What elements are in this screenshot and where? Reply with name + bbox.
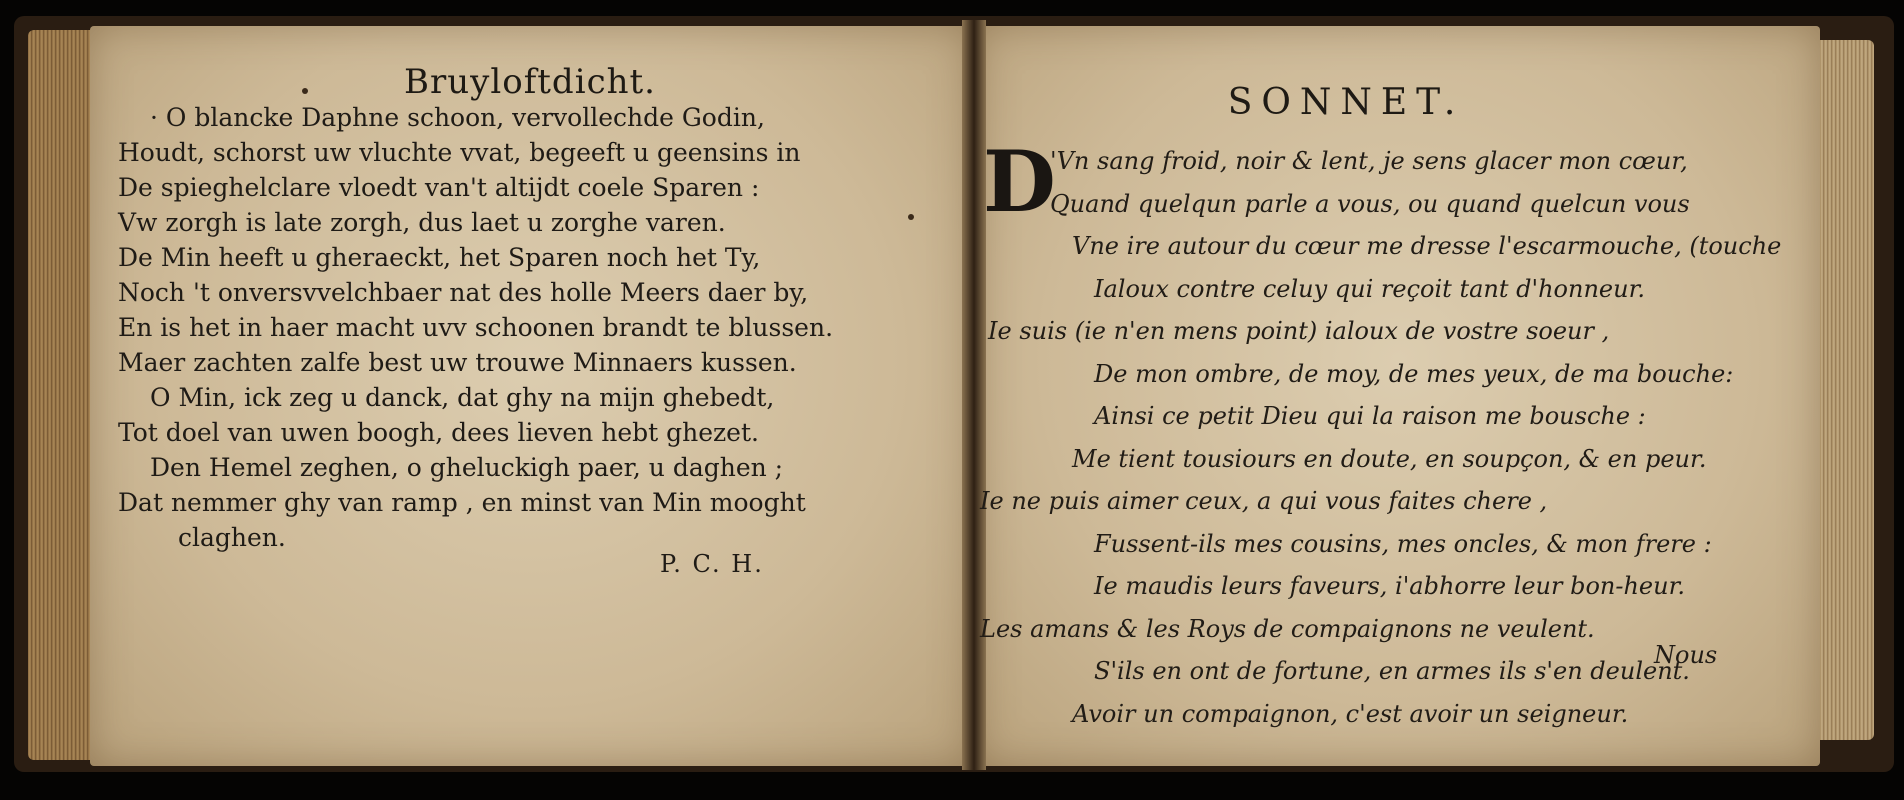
poem-signature: P. C. H.: [660, 550, 764, 578]
poem-line: De spieghelclare vloedt van't altijdt coele Sparen :: [118, 173, 760, 202]
page-edges-left: [28, 30, 98, 760]
poem-line: Maer zachten zalfe best uw trouwe Minnaers kussen.: [118, 348, 797, 377]
poem-line: Noch 't onversvvelchbaer nat des holle Meers daer by,: [118, 278, 809, 307]
sonnet-line: 'Vn sang froid, noir & lent, je sens glacer mon cœur,: [1050, 147, 1688, 175]
left-page-title: Bruyloftdicht.: [404, 62, 656, 102]
sonnet-line: Me tient tousiours en doute, en soupçon, & en peur.: [1072, 444, 1707, 473]
poem-line: O Min, ick zeg u danck, dat ghy na mijn ghebedt,: [150, 383, 775, 412]
sonnet-line: De mon ombre, de moy, de mes yeux, de ma bouche:: [1094, 359, 1734, 388]
poem-line: De Min heeft u gheraeckt, het Sparen noch het Ty,: [118, 243, 761, 272]
ink-spot: [302, 88, 308, 94]
poem-line: Dat nemmer ghy van ramp , en minst van Min mooght: [118, 488, 806, 517]
sonnet-line: Les amans & les Roys de compaignons ne veulent.: [980, 614, 1595, 643]
poem-line: · O blancke Daphne schoon, vervollechde Godin,: [150, 103, 765, 132]
sonnet-line: Ie suis (ie n'en mens point) ialoux de vostre soeur ,: [988, 317, 1610, 345]
poem-line: claghen.: [178, 523, 286, 552]
sonnet-line: Ainsi ce petit Dieu qui la raison me bousche :: [1094, 402, 1646, 430]
sonnet-line: Ialoux contre celuy qui reçoit tant d'honneur.: [1094, 274, 1646, 303]
poem-line: En is het in haer macht uvv schoonen brandt te blussen.: [118, 313, 834, 342]
poem-text: [118, 100, 938, 555]
drop-cap: D: [983, 132, 1056, 231]
poem-line: Houdt, schorst uw vluchte vvat, begeeft u geensins in: [118, 138, 801, 167]
sonnet-line: Ie maudis leurs faveurs, i'abhorre leur bon-heur.: [1094, 572, 1686, 600]
sonnet-line: Avoir un compaignon, c'est avoir un seigneur.: [1072, 699, 1629, 728]
sonnet-title: SONNET.: [1227, 82, 1465, 123]
poem-line: Tot doel van uwen boogh, dees lieven hebt ghezet.: [118, 418, 759, 447]
sonnet-line: Vne ire autour du cœur me dresse l'escarmouche, (touche: [1072, 232, 1782, 260]
sonnet-line: Ie ne puis aimer ceux, a qui vous faites chere ,: [980, 487, 1548, 515]
sonnet-line: S'ils en ont de fortune, en armes ils s'en deulent.: [1094, 657, 1690, 685]
sonnet-line: Fussent-ils mes cousins, mes oncles, & mon frere :: [1094, 529, 1712, 558]
poem-line: Den Hemel zeghen, o gheluckigh paer, u daghen ;: [150, 453, 784, 482]
poem-line: Vw zorgh is late zorgh, dus laet u zorghe varen.: [118, 208, 726, 237]
catchword: Nous: [1654, 641, 1718, 669]
sonnet-line: Quand quelqun parle a vous, ou quand quelcun vous: [1050, 189, 1690, 218]
